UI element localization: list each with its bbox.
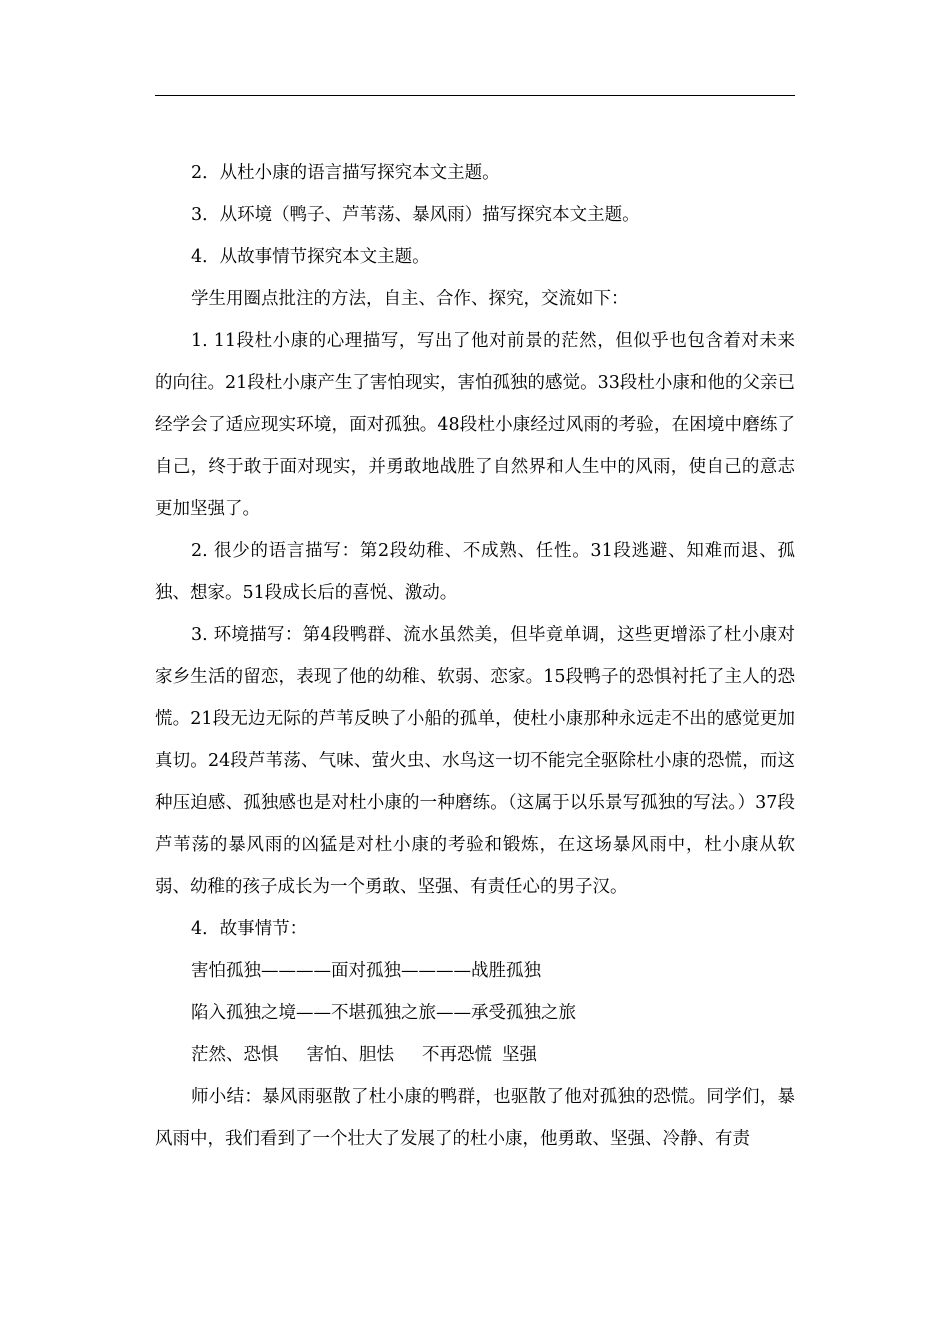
plot-emotions <box>155 1034 795 1076</box>
emotion-1: 茫然、恐惧 <box>191 1045 279 1065</box>
question-item-3: 3．从环境（鸭子、芦苇荡、暴风雨）描写探究本文主题。 <box>191 205 640 225</box>
answer-psychology: 1. 11段杜小康的心理描写，写出了他对前景的茫然，但似乎也包含着对未来的向往。21段杜小康产生了害怕现实，害怕孤独的感觉。33段杜小康和他的父亲已经学会了适应现实环境，面对孤独。48段杜小康经过风雨的考验，在困境中磨练了自己，终于敢于面对现实，并勇敢地战胜了自然界和人生中的风雨，使自己的意志更加坚强了。 <box>155 331 795 519</box>
header-rule <box>155 95 795 96</box>
document-body <box>155 152 795 1160</box>
emotion-4: 坚强 <box>502 1045 537 1065</box>
question-item-4: 4．从故事情节探究本文主题。 <box>191 247 430 267</box>
student-exchange-intro: 学生用圈点批注的方法，自主、合作、探究，交流如下： <box>191 289 629 309</box>
emotion-3: 不再恐慌 <box>422 1045 492 1065</box>
question-item-2: 2．从杜小康的语言描写探究本文主题。 <box>191 163 500 183</box>
teacher-summary: 师小结：暴风雨驱散了杜小康的鸭群，也驱散了他对孤独的恐慌。同学们，暴风雨中，我们看到了一个壮大了发展了的杜小康，他勇敢、坚强、冷静、有责 <box>155 1087 795 1149</box>
plot-line-1: 害怕孤独————面对孤独————战胜孤独 <box>191 961 541 981</box>
plot-line-2: 陷入孤独之境——不堪孤独之旅——承受孤独之旅 <box>191 1003 576 1023</box>
emotion-2: 害怕、胆怯 <box>306 1045 394 1065</box>
answer-language: 2. 很少的语言描写：第2段幼稚、不成熟、任性。31段逃避、知难而退、孤独、想家。51段成长后的喜悦、激动。 <box>155 541 795 603</box>
answer-plot-heading: 4．故事情节： <box>191 919 308 939</box>
answer-environment: 3. 环境描写：第4段鸭群、流水虽然美，但毕竟单调，这些更增添了杜小康对家乡生活的留恋，表现了他的幼稚、软弱、恋家。15段鸭子的恐惧衬托了主人的恐慌。21段无边无际的芦苇反映了小船的孤单，使杜小康那种永远走不出的感觉更加真切。24段芦苇荡、气味、萤火虫、水鸟这一切不能完全驱除杜小康的恐慌，而这种压迫感、孤独感也是对杜小康的一种磨练。（这属于以乐景写孤独的写法。）37段芦苇荡的暴风雨的凶猛是对杜小康的考验和锻炼，在这场暴风雨中，杜小康从软弱、幼稚的孩子成长为一个勇敢、坚强、有责任心的男子汉。 <box>155 625 795 897</box>
